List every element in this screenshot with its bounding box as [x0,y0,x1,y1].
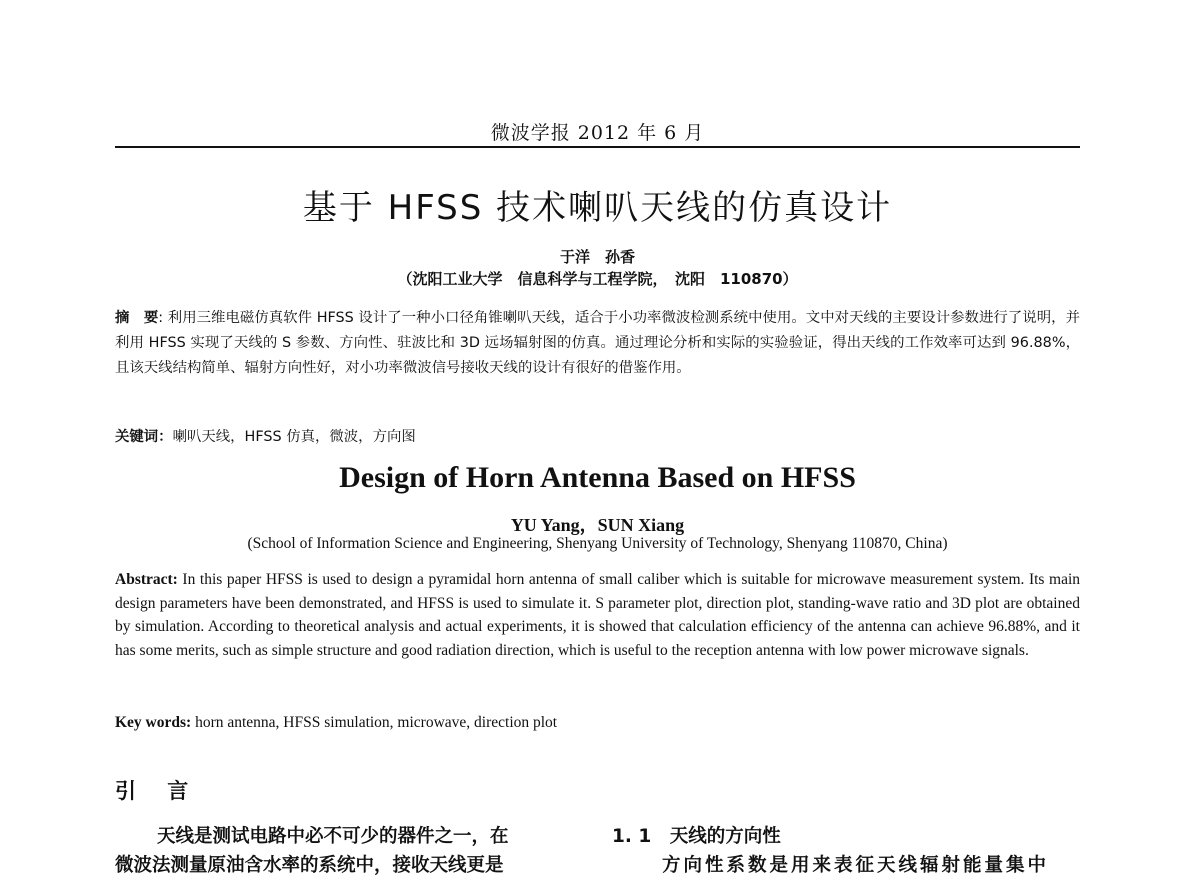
chinese-title: 基于 HFSS 技术喇叭天线的仿真设计 [302,188,893,228]
body-line: 微波法测量原油含水率的系统中，接收天线更是 [115,855,504,876]
english-abstract [115,568,1080,662]
chinese-authors: 于洋 孙香 [559,248,635,266]
english-abstract-text: In this paper HFSS is used to design a pyramidal horn antenna of small caliber which is suitable for microwave measurement system. Its main design parameters have been demonstrated, and HFSS is used to simulate it. S parameter plot, direction plot, standing-wave ratio and 3D plot are obtained by simulation. According to theoretical analysis and actual experiments, it is showed that calculation efficiency of the antenna can achieve 96.88%, and it has some merits, such as simple structure and good radiation direction, which is useful to the reception antenna with low power microwave signals. [115,571,1081,659]
left-column-text [115,822,575,880]
chinese-keywords-label: 关键词： [115,429,173,445]
journal-running-header: 微波学报 2012 年 6 月 [490,122,705,144]
chinese-keywords [115,426,1080,448]
english-keywords [115,711,1080,734]
right-column-text: 方向性系数是用来表征天线辐射能量集中 [662,855,1050,876]
english-affiliation: (School of Information Science and Engineering, Shenyang University of Technology, Shenyang 110870, China) [247,535,948,552]
chinese-abstract-text: 利用三维电磁仿真软件 HFSS 设计了一种小口径角锥喇叭天线，适合于小功率微波检测系统中使用。文中对天线的主要设计参数进行了说明，并利用 HFSS 实现了天线的 S 参数、方向性、驻波比和 3D 远场辐射图的仿真。通过理论分析和实际的实验验证，得出天线的工作效率可达到 96.88%，且该天线结构简单、辐射方向性好，对小功率微波信号接收天线的设计有很好的借鉴作用。 [115,310,1080,376]
body-line: 天线是测试电路中必不可少的器件之一，在 [157,826,509,847]
chinese-keywords-text: 喇叭天线，HFSS 仿真，微波，方向图 [172,429,416,445]
subsection-heading-directivity: 1. 1 天线的方向性 [612,826,781,847]
english-keywords-label: Key words: [115,714,192,731]
header-divider [115,146,1080,148]
section-heading-introduction: 引 言 [115,779,201,803]
english-authors: YU Yang，SUN Xiang [510,515,685,535]
english-title: Design of Horn Antenna Based on HFSS [339,461,856,494]
chinese-abstract [115,306,1080,381]
english-keywords-text: horn antenna, HFSS simulation, microwave, direction plot [195,714,558,731]
english-abstract-label: Abstract: [115,571,178,588]
chinese-abstract-label: 摘 要 [115,310,159,326]
chinese-affiliation: （沈阳工业大学 信息科学与工程学院， 沈阳 110870） [397,270,798,288]
chinese-abstract-colon: : [158,310,168,326]
